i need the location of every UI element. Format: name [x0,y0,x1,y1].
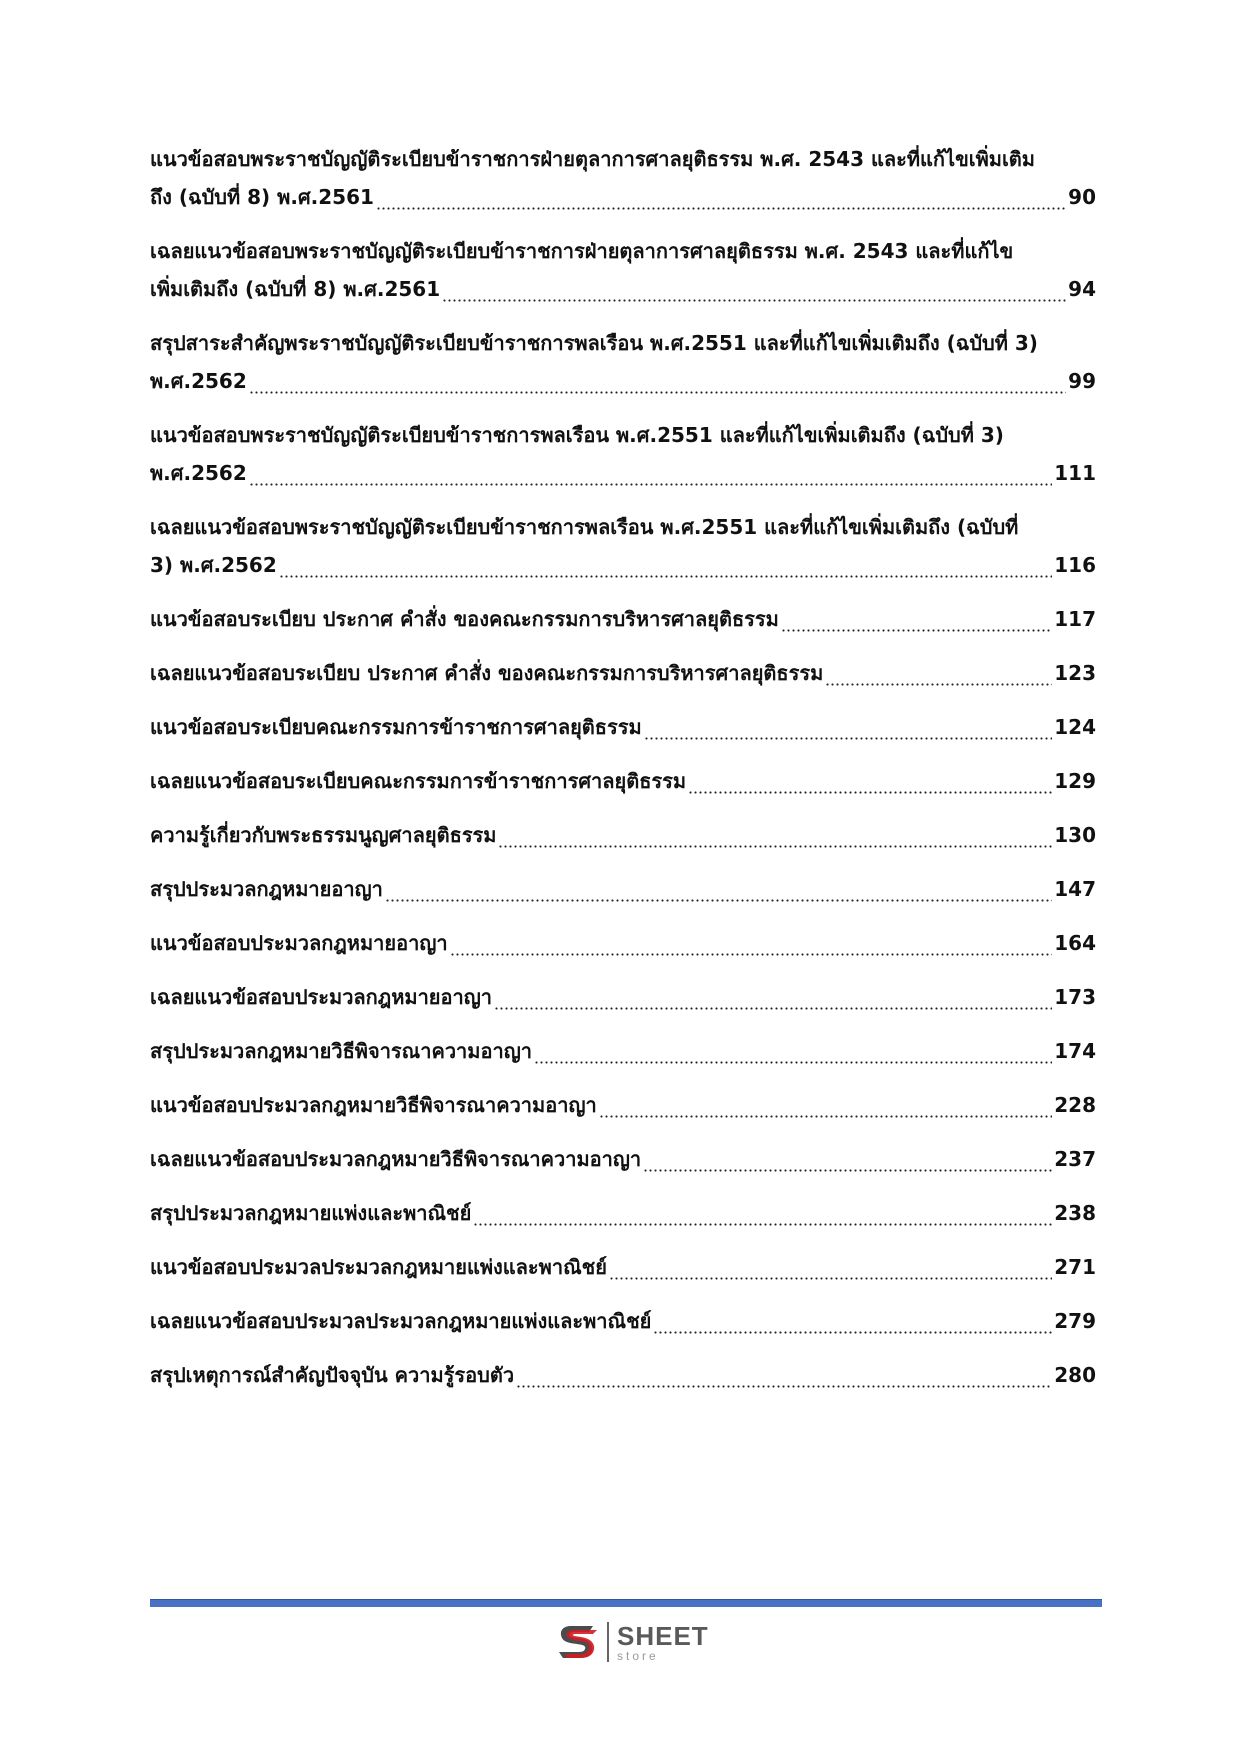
toc-entry-title: เฉลยแนวข้อสอบระเบียบ ประกาศ คำสั่ง ของคณะกรรมการบริหารศาลยุติธรรม [150,661,824,685]
toc-entry[interactable] [150,416,1096,492]
dot-leader [442,270,1066,308]
toc-entry[interactable] [150,324,1096,400]
toc-entry-line [150,1032,1096,1070]
toc-page-number: 124 [1054,715,1096,739]
toc-entry-title-line: เฉลยแนวข้อสอบพระราชบัญญัติระเบียบข้าราชการพลเรือน พ.ศ.2551 และที่แก้ไขเพิ่มเติมถึง (ฉบับที่ [150,515,1019,539]
toc-page-number: 147 [1054,877,1096,901]
toc-entry-line [150,1356,1096,1394]
toc-entry-line [150,1140,1096,1178]
table-of-contents [150,140,1096,1410]
logo-word: SHEET [617,1620,709,1651]
toc-page-number: 280 [1054,1363,1096,1387]
toc-entry-line [150,362,1096,400]
toc-entry-title: แนวข้อสอบประมวลประมวลกฎหมายแพ่งและพาณิชย์ [150,1255,607,1279]
dot-leader [498,816,1052,854]
dot-leader [609,1248,1052,1286]
toc-entry-line [150,1086,1096,1124]
toc-entry-title: สรุปประมวลกฎหมายอาญา [150,877,383,901]
toc-entry-title: แนวข้อสอบประมวลกฎหมายอาญา [150,931,448,955]
toc-page-number: 123 [1054,661,1096,685]
toc-entry-line [150,1302,1096,1340]
dot-leader [450,924,1053,962]
toc-entry[interactable] [150,1302,1096,1340]
toc-entry-title: เฉลยแนวข้อสอบระเบียบคณะกรรมการข้าราชการศาลยุติธรรม [150,769,687,793]
toc-entry[interactable] [150,1248,1096,1286]
toc-entry[interactable] [150,870,1096,908]
toc-entry[interactable] [150,140,1096,216]
toc-entry-title: พ.ศ.2562 [150,369,247,393]
toc-page-number: 228 [1054,1093,1096,1117]
dot-leader [494,978,1052,1016]
logo-wordmark [617,1620,709,1663]
dot-leader [249,362,1066,400]
toc-entry-title-line: แนวข้อสอบพระราชบัญญัติระเบียบข้าราชการพลเรือน พ.ศ.2551 และที่แก้ไขเพิ่มเติมถึง (ฉบับที่ 3) [150,423,1004,447]
logo-divider [607,1622,609,1662]
toc-entry-line [150,924,1096,962]
toc-entry-line [150,1248,1096,1286]
toc-entry[interactable] [150,1194,1096,1232]
toc-entry-title: เฉลยแนวข้อสอบประมวลประมวลกฎหมายแพ่งและพาณิชย์ [150,1309,652,1333]
toc-entry[interactable] [150,1356,1096,1394]
dot-leader [688,762,1052,800]
toc-page-number: 129 [1054,769,1096,793]
toc-page-number: 90 [1068,185,1096,209]
dot-leader [534,1032,1052,1070]
toc-entry[interactable] [150,232,1096,308]
toc-entry-line [150,546,1096,584]
dot-leader [644,708,1053,746]
dot-leader [385,870,1052,908]
dot-leader [599,1086,1053,1124]
toc-entry-title-line: สรุปสาระสำคัญพระราชบัญญัติระเบียบข้าราชการพลเรือน พ.ศ.2551 และที่แก้ไขเพิ่มเติมถึง (ฉบับที่ 3) [150,331,1038,355]
toc-entry[interactable] [150,978,1096,1016]
toc-page-number: 117 [1054,607,1096,631]
toc-page-number: 237 [1054,1147,1096,1171]
toc-page-number: 164 [1054,931,1096,955]
toc-entry-line [150,178,1096,216]
toc-page-number: 94 [1068,277,1096,301]
toc-entry-line [150,600,1096,638]
toc-page-number: 111 [1054,461,1096,485]
toc-page-number: 238 [1054,1201,1096,1225]
dot-leader [249,454,1053,492]
logo-subword: store [617,1648,659,1663]
toc-entry-line [150,654,1096,692]
dot-leader [473,1194,1052,1232]
dot-leader [516,1356,1052,1394]
dot-leader [279,546,1052,584]
toc-entry-title: พ.ศ.2562 [150,461,247,485]
dot-leader [376,178,1066,216]
toc-entry-title-line: แนวข้อสอบพระราชบัญญัติระเบียบข้าราชการฝ่ายตุลาการศาลยุติธรรม พ.ศ. 2543 และที่แก้ไขเพิ่มเติม [150,147,1035,171]
toc-page-number: 116 [1054,553,1096,577]
toc-entry[interactable] [150,762,1096,800]
toc-entry-line [150,762,1096,800]
toc-entry-title: เพิ่มเติมถึง (ฉบับที่ 8) พ.ศ.2561 [150,277,441,301]
dot-leader [643,1140,1052,1178]
toc-entry[interactable] [150,600,1096,638]
toc-entry-title: ถึง (ฉบับที่ 8) พ.ศ.2561 [150,185,374,209]
toc-page-number: 99 [1068,369,1096,393]
toc-entry-title: 3) พ.ศ.2562 [150,553,277,577]
toc-page-number: 279 [1054,1309,1096,1333]
sheet-store-logo-icon [553,1618,601,1666]
toc-page-number: 174 [1054,1039,1096,1063]
toc-entry-line [150,454,1096,492]
toc-page-number: 130 [1054,823,1096,847]
toc-entry[interactable] [150,654,1096,692]
toc-entry-line [150,708,1096,746]
toc-entry-line [150,870,1096,908]
toc-entry-title: แนวข้อสอบระเบียบ ประกาศ คำสั่ง ของคณะกรรมการบริหารศาลยุติธรรม [150,607,779,631]
footer-logo [553,1618,709,1666]
dot-leader [781,600,1052,638]
toc-entry-title: สรุปประมวลกฎหมายวิธีพิจารณาความอาญา [150,1039,532,1063]
toc-entry-title: แนวข้อสอบระเบียบคณะกรรมการข้าราชการศาลยุติธรรม [150,715,642,739]
toc-entry[interactable] [150,1032,1096,1070]
dot-leader [653,1302,1052,1340]
toc-entry[interactable] [150,816,1096,854]
dot-leader [825,654,1052,692]
toc-entry-line [150,1194,1096,1232]
toc-entry-line [150,816,1096,854]
toc-entry[interactable] [150,924,1096,962]
toc-entry-title: สรุปเหตุการณ์สำคัญปัจจุบัน ความรู้รอบตัว [150,1363,515,1387]
toc-entry[interactable] [150,708,1096,746]
toc-page-number: 271 [1054,1255,1096,1279]
footer-rule [150,1599,1102,1607]
toc-entry[interactable] [150,1140,1096,1178]
toc-entry-title-line: เฉลยแนวข้อสอบพระราชบัญญัติระเบียบข้าราชการฝ่ายตุลาการศาลยุติธรรม พ.ศ. 2543 และที่แก้ไข [150,239,1014,263]
toc-entry[interactable] [150,1086,1096,1124]
toc-entry[interactable] [150,508,1096,584]
toc-entry-title: เฉลยแนวข้อสอบประมวลกฎหมายอาญา [150,985,493,1009]
toc-entry-title: ความรู้เกี่ยวกับพระธรรมนูญศาลยุติธรรม [150,823,497,847]
toc-entry-line [150,270,1096,308]
toc-entry-line [150,978,1096,1016]
toc-page-number: 173 [1054,985,1096,1009]
toc-entry-title: แนวข้อสอบประมวลกฎหมายวิธีพิจารณาความอาญา [150,1093,597,1117]
toc-entry-title: เฉลยแนวข้อสอบประมวลกฎหมายวิธีพิจารณาความอาญา [150,1147,642,1171]
toc-entry-title: สรุปประมวลกฎหมายแพ่งและพาณิชย์ [150,1201,472,1225]
